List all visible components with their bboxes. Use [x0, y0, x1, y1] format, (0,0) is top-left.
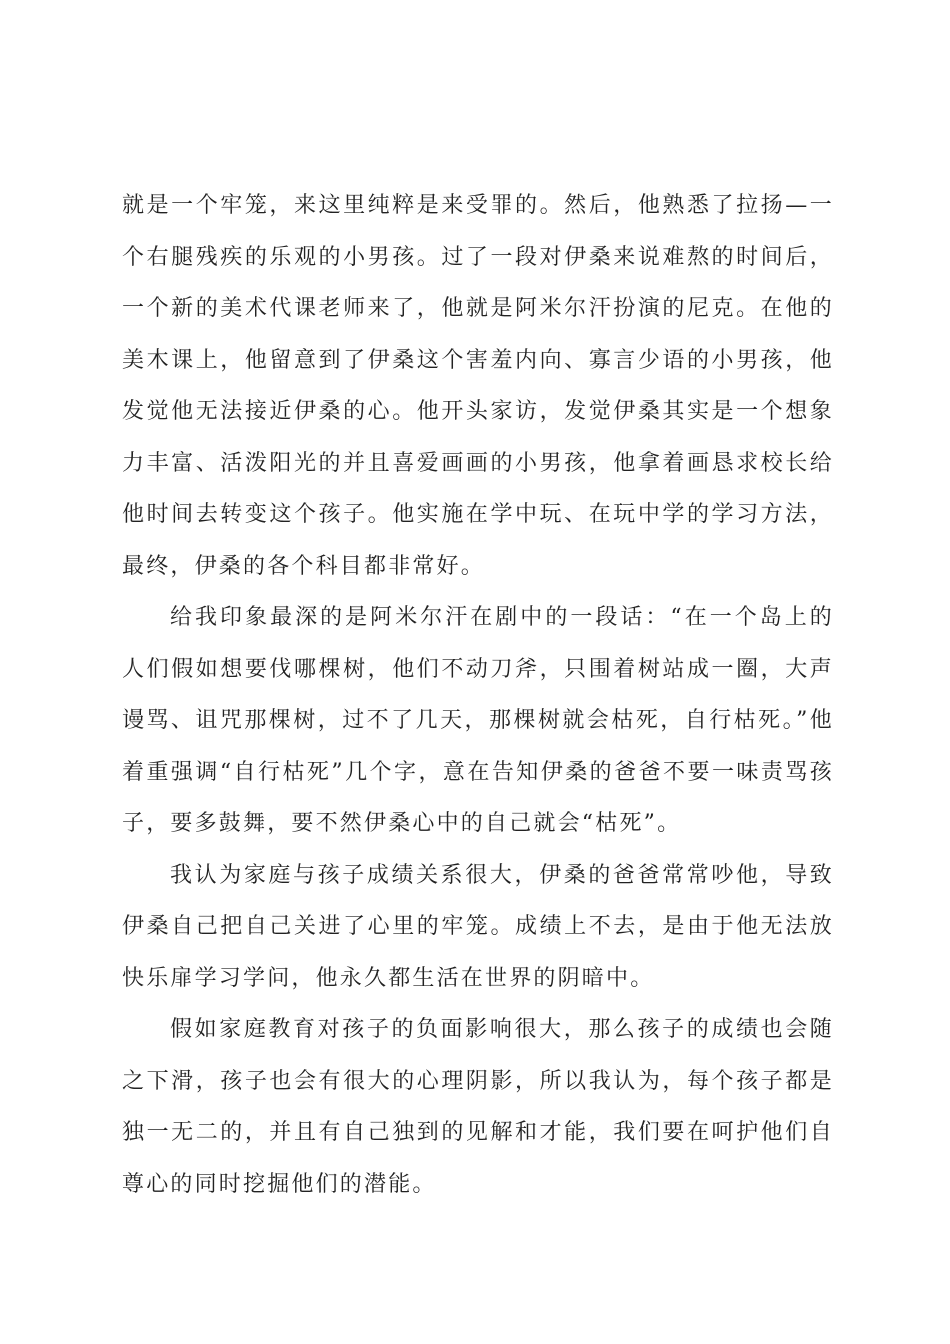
document-body	[122, 180, 834, 1210]
paragraph-2: 给我印象最深的是阿米尔汗在剧中的一段话：“在一个岛上的人们假如想要伐哪棵树，他们不动刀斧，只围着树站成一圈，大声谩骂、诅咒那棵树，过不了几天，那棵树就会枯死，自行枯死。”他着重强调“自行枯死”几个字，意在告知伊桑的爸爸不要一味责骂孩子，要多鼓舞，要不然伊桑心中的自己就会“枯死”。	[122, 605, 834, 836]
paragraph-4: 假如家庭教育对孩子的负面影响很大，那么孩子的成绩也会随之下滑，孩子也会有很大的心理阴影，所以我认为，每个孩子都是独一无二的，并且有自己独到的见解和才能，我们要在呵护他们自尊心的同时挖掘他们的潜能。	[122, 1017, 834, 1197]
paragraph-3: 我认为家庭与孩子成绩关系很大，伊桑的爸爸常常吵他，导致伊桑自己把自己关进了心里的牢笼。成绩上不去，是由于他无法放快乐扉学习学问，他永久都生活在世界的阴暗中。	[122, 862, 834, 991]
paragraph-1: 就是一个牢笼，来这里纯粹是来受罪的。然后，他熟悉了拉扬—一个右腿残疾的乐观的小男孩。过了一段对伊桑来说难熬的时间后，一个新的美术代课老师来了，他就是阿米尔汗扮演的尼克。在他的美木课上，他留意到了伊桑这个害羞内向、寡言少语的小男孩，他发觉他无法接近伊桑的心。他开头家访，发觉伊桑其实是一个想象力丰富、活泼阳光的并且喜爱画画的小男孩，他拿着画恳求校长给他时间去转变这个孩子。他实施在学中玩、在玩中学的学习方法，最终，伊桑的各个科目都非常好。	[122, 193, 834, 579]
